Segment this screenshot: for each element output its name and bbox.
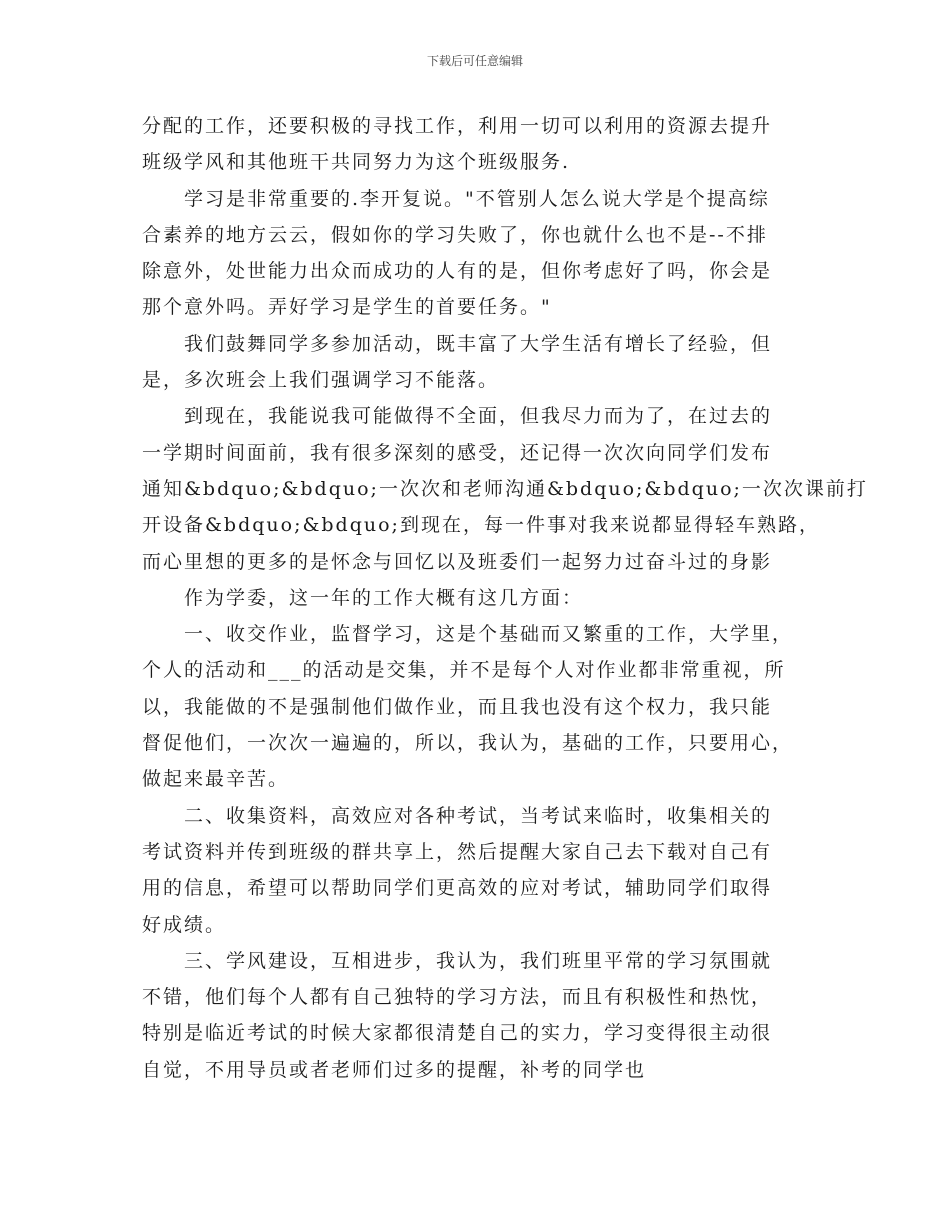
paragraph xyxy=(142,580,822,616)
paragraph xyxy=(142,398,868,579)
paragraph xyxy=(142,943,822,1088)
text-line: 三、学风建设，互相进步，我认为，我们班里平常的学习氛围就 xyxy=(184,949,773,972)
text-line: 自觉，不用导员或者老师们过多的提醒，补考的同学也 xyxy=(142,1058,647,1081)
text-line: 那个意外吗。弄好学习是学生的首要任务。" xyxy=(142,296,552,319)
paragraph xyxy=(142,181,822,326)
text-line: 合素养的地方云云，假如你的学习失败了，你也就什么也不是--不排 xyxy=(142,223,768,246)
text-line: 二、收集资料，高效应对各种考试，当考试来临时，收集相关的 xyxy=(184,804,773,827)
paragraph xyxy=(142,616,822,797)
text-line: 而心里想的更多的是怀念与回忆以及班委们一起努力过奋斗过的身影 xyxy=(142,550,773,573)
text-line: 班级学风和其他班干共同努力为这个班级服务. xyxy=(142,151,571,174)
text-line: 好成绩。 xyxy=(142,913,227,936)
text-line: 是，多次班会上我们强调学习不能落。 xyxy=(142,369,500,392)
text-line: 特别是临近考试的时候大家都很清楚自己的实力，学习变得很主动很 xyxy=(142,1022,773,1045)
text-line: 我们鼓舞同学多参加活动，既丰富了大学生活有增长了经验，但 xyxy=(184,332,773,355)
paragraph xyxy=(142,798,822,943)
paragraph xyxy=(142,326,822,399)
text-line: 分配的工作，还要积极的寻找工作，利用一切可以利用的资源去提升 xyxy=(142,115,773,137)
text-line: 通知&bdquo;&bdquo;一次次和老师沟通&bdquo;&bdquo;一次次课前打 xyxy=(142,477,868,500)
text-line: 一学期时间面前，我有很多深刻的感受，还记得一次次向同学们发布 xyxy=(142,441,773,464)
text-line: 除意外，处世能力出众而成功的人有的是，但你考虑好了吗，你会是 xyxy=(142,260,773,283)
page-header: 下载后可任意编辑 xyxy=(426,54,523,68)
text-line: 一、收交作业，监督学习，这是个基础而又繁重的工作，大学里， xyxy=(184,623,794,646)
text-line: 以，我能做的不是强制他们做作业，而且我也没有这个权力，我只能 xyxy=(142,695,773,718)
text-line: 开设备&bdquo;&bdquo;到现在，每一件事对我来说都显得轻车熟路， xyxy=(142,514,820,537)
text-line: 学习是非常重要的.李开复说。"不管别人怎么说大学是个提高综 xyxy=(184,187,770,210)
text-line: 个人的活动和___的活动是交集，并不是每个人对作业都非常重视，所 xyxy=(142,659,786,682)
text-line: 作为学委，这一年的工作大概有这几方面： xyxy=(184,586,584,609)
text-line: 到现在，我能说我可能做得不全面，但我尽力而为了，在过去的 xyxy=(184,405,773,428)
text-line: 用的信息，希望可以帮助同学们更高效的应对考试，辅助同学们取得 xyxy=(142,877,773,900)
text-line: 不错，他们每个人都有自己独特的学习方法，而且有积极性和热忱， xyxy=(142,986,773,1009)
text-line: 考试资料并传到班级的群共享上，然后提醒大家自己去下载对自己有 xyxy=(142,840,773,863)
document-body xyxy=(142,108,868,1088)
text-line: 做起来最辛苦。 xyxy=(142,768,290,791)
text-line: 督促他们，一次次一遍遍的，所以，我认为，基础的工作，只要用心， xyxy=(142,732,794,755)
paragraph xyxy=(142,108,822,181)
